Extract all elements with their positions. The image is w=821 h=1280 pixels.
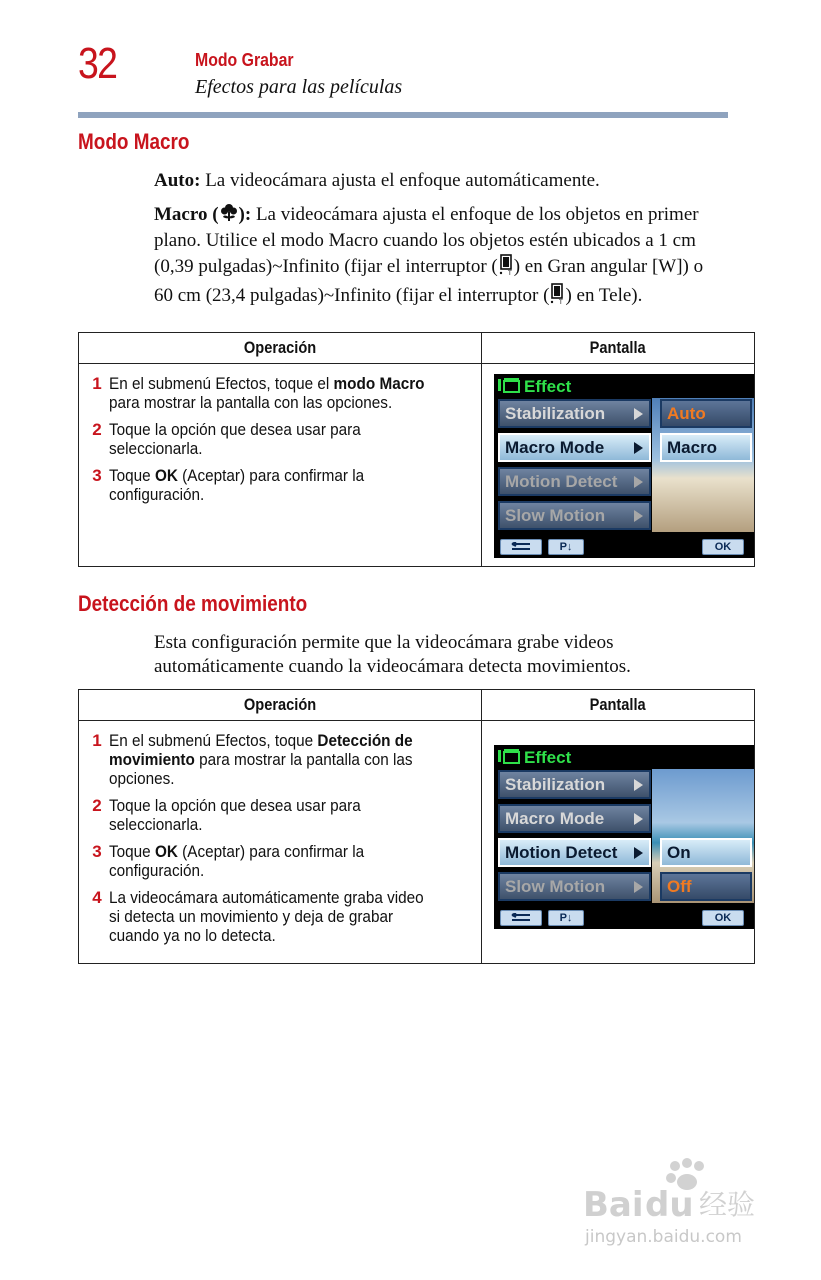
column-header-screen: Pantalla xyxy=(482,333,755,364)
macro-flower-icon xyxy=(219,202,239,229)
step-item: 2 Toque la opción que desea usar para seleccionarla. xyxy=(92,796,361,834)
page-down-button[interactable]: P↓ xyxy=(548,539,584,555)
operation-cell xyxy=(79,721,482,964)
menu-item-macro-mode[interactable]: Macro Mode xyxy=(498,433,651,462)
menu-item-slow-motion[interactable]: Slow Motion xyxy=(498,872,651,901)
operation-cell xyxy=(79,364,482,567)
screen-button-bar xyxy=(494,905,754,929)
option-off[interactable]: Off xyxy=(660,872,752,901)
zoom-switch-icon xyxy=(549,282,565,311)
arrow-right-icon xyxy=(634,881,643,893)
effect-menu-icon xyxy=(498,748,520,769)
return-icon[interactable] xyxy=(500,910,542,926)
ok-button[interactable]: OK xyxy=(702,539,744,555)
effect-menu-title: Effect xyxy=(498,748,571,768)
chapter-subtitle: Efectos para las películas xyxy=(195,76,403,98)
page-down-button[interactable]: P↓ xyxy=(548,910,584,926)
arrow-right-icon xyxy=(634,779,643,791)
baidu-watermark xyxy=(583,1158,773,1250)
step-item: 4 La videocámara automáticamente graba video si detecta un movimiento y deja de grabar cuando ya no lo detecta. xyxy=(92,888,424,945)
column-header-screen: Pantalla xyxy=(482,690,755,721)
menu-item-motion-detect[interactable]: Motion Detect xyxy=(498,838,651,867)
step-item: 2 Toque la opción que desea usar para seleccionarla. xyxy=(92,420,361,458)
step-list xyxy=(79,364,481,522)
arrow-right-icon xyxy=(634,442,643,454)
screen-cell xyxy=(482,364,755,567)
section-heading-macro: Modo Macro xyxy=(78,129,190,154)
macro-operation-table xyxy=(78,332,755,567)
macro-text-3: ) en Tele). xyxy=(565,284,643,306)
step-item: 3 Toque OK (Aceptar) para confirmar la configuración. xyxy=(92,466,365,504)
ok-button[interactable]: OK xyxy=(702,910,744,926)
step-list xyxy=(79,721,481,963)
option-macro[interactable]: Macro xyxy=(660,433,752,462)
header-rule xyxy=(78,112,728,118)
camera-screen-motion xyxy=(494,745,754,929)
step-item: 1 En el submenú Efectos, toque Detección de movimiento para mostrar la pantalla con las opciones. xyxy=(92,731,413,788)
menu-item-motion-detect[interactable]: Motion Detect xyxy=(498,467,651,496)
auto-label: Auto: xyxy=(154,170,201,191)
arrow-right-icon xyxy=(634,476,643,488)
macro-paragraph xyxy=(154,202,714,311)
screen-button-bar xyxy=(494,534,754,558)
svg-text:du: du xyxy=(645,1185,694,1225)
svg-text:T: T xyxy=(507,270,512,275)
column-header-operation: Operación xyxy=(79,690,482,721)
watermark-url: jingyan.baidu.com xyxy=(585,1227,742,1247)
svg-text:经验: 经验 xyxy=(699,1188,756,1221)
macro-label-post: ): xyxy=(238,203,252,225)
option-on[interactable]: On xyxy=(660,838,752,867)
column-header-operation: Operación xyxy=(79,333,482,364)
svg-text:T: T xyxy=(559,299,564,304)
motion-intro: Esta configuración permite que la videocámara grabe videos automáticamente cuando la videocámara detecta movimientos. xyxy=(154,632,631,677)
arrow-right-icon xyxy=(634,510,643,522)
macro-text-2: ) en Gran angular [W]) o 60 cm (23,4 pulgadas)~Infinito (fijar el interruptor ( xyxy=(154,255,704,306)
auto-paragraph xyxy=(154,169,714,193)
menu-item-stabilization[interactable]: Stabilization xyxy=(498,770,651,799)
effect-menu-icon xyxy=(498,377,520,398)
arrow-right-icon xyxy=(634,813,643,825)
arrow-right-icon xyxy=(634,408,643,420)
svg-text:Bai: Bai xyxy=(583,1185,644,1225)
macro-label-pre: Macro ( xyxy=(154,203,219,225)
step-item: 1 En el submenú Efectos, toque el modo Macro para mostrar la pantalla con las opciones. xyxy=(92,374,425,412)
motion-operation-table xyxy=(78,689,755,964)
screen-cell xyxy=(482,721,755,964)
effect-menu-title: Effect xyxy=(498,377,571,397)
return-icon[interactable] xyxy=(500,539,542,555)
option-auto[interactable]: Auto xyxy=(660,399,752,428)
menu-item-slow-motion[interactable]: Slow Motion xyxy=(498,501,651,530)
auto-text: La videocámara ajusta el enfoque automáticamente. xyxy=(200,170,600,191)
section-heading-motion: Detección de movimiento xyxy=(78,591,308,616)
menu-item-macro-mode[interactable]: Macro Mode xyxy=(498,804,651,833)
step-item: 3 Toque OK (Aceptar) para confirmar la configuración. xyxy=(92,842,365,880)
camera-screen-macro xyxy=(494,374,754,558)
arrow-right-icon xyxy=(634,847,643,859)
menu-item-stabilization[interactable]: Stabilization xyxy=(498,399,651,428)
page-number: 32 xyxy=(78,39,117,88)
macro-text-1: La videocámara ajusta el enfoque de los objetos en primer plano. Utilice el modo Macro cuando los objetos estén ubicados a 1 cm (0,39 pulgadas)~Infinito (fijar el interruptor ( xyxy=(154,203,699,277)
zoom-switch-icon xyxy=(498,253,514,282)
chapter-title: Modo Grabar xyxy=(195,50,294,70)
